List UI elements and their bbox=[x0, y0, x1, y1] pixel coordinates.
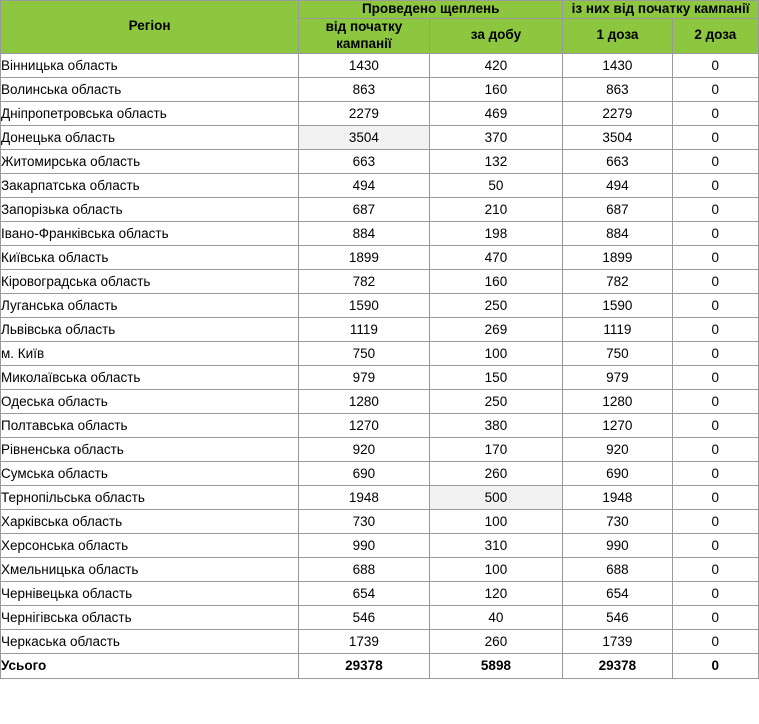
cell-from-start: 1899 bbox=[299, 245, 430, 269]
cell-region: Івано-Франківська область bbox=[1, 221, 299, 245]
table-total-row bbox=[1, 653, 759, 678]
cell-per-day: 100 bbox=[429, 557, 563, 581]
cell-dose1: 494 bbox=[563, 173, 672, 197]
cell-dose2: 0 bbox=[672, 437, 758, 461]
cell-dose1: 654 bbox=[563, 581, 672, 605]
table-row bbox=[1, 149, 759, 173]
column-group-of-which: із них від початку кампанії bbox=[563, 1, 759, 19]
cell-dose1: 782 bbox=[563, 269, 672, 293]
cell-total-dose2: 0 bbox=[672, 653, 758, 678]
cell-from-start: 2279 bbox=[299, 101, 430, 125]
cell-from-start: 1119 bbox=[299, 317, 430, 341]
cell-from-start: 494 bbox=[299, 173, 430, 197]
cell-total-from-start: 29378 bbox=[299, 653, 430, 678]
table-row bbox=[1, 581, 759, 605]
cell-dose2: 0 bbox=[672, 197, 758, 221]
cell-region: Одеська область bbox=[1, 389, 299, 413]
cell-region: Дніпропетровська область bbox=[1, 101, 299, 125]
cell-per-day: 40 bbox=[429, 605, 563, 629]
cell-from-start: 663 bbox=[299, 149, 430, 173]
cell-region: Житомирська область bbox=[1, 149, 299, 173]
cell-dose2: 0 bbox=[672, 557, 758, 581]
table-row bbox=[1, 557, 759, 581]
cell-dose1: 3504 bbox=[563, 125, 672, 149]
cell-total-per-day: 5898 bbox=[429, 653, 563, 678]
cell-per-day: 500 bbox=[429, 485, 563, 509]
cell-dose2: 0 bbox=[672, 365, 758, 389]
table-row bbox=[1, 269, 759, 293]
cell-region: Полтавська область bbox=[1, 413, 299, 437]
cell-per-day: 420 bbox=[429, 53, 563, 77]
table-row bbox=[1, 509, 759, 533]
cell-dose1: 1280 bbox=[563, 389, 672, 413]
cell-from-start: 863 bbox=[299, 77, 430, 101]
column-group-vaccinated: Проведено щеплень bbox=[299, 1, 563, 19]
cell-per-day: 132 bbox=[429, 149, 563, 173]
cell-per-day: 150 bbox=[429, 365, 563, 389]
cell-region: Запорізька область bbox=[1, 197, 299, 221]
table-header bbox=[1, 1, 759, 54]
cell-per-day: 260 bbox=[429, 461, 563, 485]
cell-dose1: 730 bbox=[563, 509, 672, 533]
cell-region: м. Київ bbox=[1, 341, 299, 365]
cell-from-start: 690 bbox=[299, 461, 430, 485]
cell-region: Волинська область bbox=[1, 77, 299, 101]
cell-region: Харківська область bbox=[1, 509, 299, 533]
cell-dose2: 0 bbox=[672, 293, 758, 317]
cell-dose2: 0 bbox=[672, 149, 758, 173]
cell-dose1: 884 bbox=[563, 221, 672, 245]
cell-dose1: 1948 bbox=[563, 485, 672, 509]
cell-per-day: 250 bbox=[429, 389, 563, 413]
cell-from-start: 979 bbox=[299, 365, 430, 389]
cell-from-start: 1280 bbox=[299, 389, 430, 413]
cell-per-day: 470 bbox=[429, 245, 563, 269]
cell-dose1: 1590 bbox=[563, 293, 672, 317]
cell-dose2: 0 bbox=[672, 317, 758, 341]
cell-total-dose1: 29378 bbox=[563, 653, 672, 678]
cell-dose2: 0 bbox=[672, 533, 758, 557]
cell-region: Кіровоградська область bbox=[1, 269, 299, 293]
column-header-from-start: від початку кампанії bbox=[299, 18, 430, 53]
cell-region: Тернопільська область bbox=[1, 485, 299, 509]
cell-dose1: 990 bbox=[563, 533, 672, 557]
cell-region: Сумська область bbox=[1, 461, 299, 485]
cell-from-start: 884 bbox=[299, 221, 430, 245]
cell-per-day: 210 bbox=[429, 197, 563, 221]
cell-dose2: 0 bbox=[672, 125, 758, 149]
cell-dose2: 0 bbox=[672, 341, 758, 365]
cell-dose1: 1119 bbox=[563, 317, 672, 341]
cell-per-day: 120 bbox=[429, 581, 563, 605]
cell-dose1: 979 bbox=[563, 365, 672, 389]
cell-from-start: 1430 bbox=[299, 53, 430, 77]
table-row bbox=[1, 485, 759, 509]
cell-per-day: 380 bbox=[429, 413, 563, 437]
table-row bbox=[1, 173, 759, 197]
cell-per-day: 160 bbox=[429, 269, 563, 293]
table-row bbox=[1, 389, 759, 413]
cell-dose2: 0 bbox=[672, 245, 758, 269]
cell-from-start: 750 bbox=[299, 341, 430, 365]
table-row bbox=[1, 77, 759, 101]
cell-dose2: 0 bbox=[672, 509, 758, 533]
cell-from-start: 546 bbox=[299, 605, 430, 629]
cell-per-day: 50 bbox=[429, 173, 563, 197]
cell-from-start: 688 bbox=[299, 557, 430, 581]
cell-region: Хмельницька область bbox=[1, 557, 299, 581]
cell-region: Львівська область bbox=[1, 317, 299, 341]
cell-dose1: 663 bbox=[563, 149, 672, 173]
table-row bbox=[1, 533, 759, 557]
cell-per-day: 469 bbox=[429, 101, 563, 125]
cell-region: Чернігівська область bbox=[1, 605, 299, 629]
cell-from-start: 1948 bbox=[299, 485, 430, 509]
cell-per-day: 269 bbox=[429, 317, 563, 341]
cell-dose1: 1430 bbox=[563, 53, 672, 77]
table-row bbox=[1, 293, 759, 317]
cell-per-day: 160 bbox=[429, 77, 563, 101]
table-row bbox=[1, 605, 759, 629]
cell-from-start: 654 bbox=[299, 581, 430, 605]
cell-dose2: 0 bbox=[672, 581, 758, 605]
cell-region: Закарпатська область bbox=[1, 173, 299, 197]
cell-dose2: 0 bbox=[672, 101, 758, 125]
cell-region: Черкаська область bbox=[1, 629, 299, 653]
cell-region: Рівненська область bbox=[1, 437, 299, 461]
cell-dose1: 687 bbox=[563, 197, 672, 221]
cell-per-day: 198 bbox=[429, 221, 563, 245]
cell-from-start: 920 bbox=[299, 437, 430, 461]
cell-from-start: 782 bbox=[299, 269, 430, 293]
cell-region: Чернівецька область bbox=[1, 581, 299, 605]
cell-from-start: 687 bbox=[299, 197, 430, 221]
table-row bbox=[1, 629, 759, 653]
cell-dose2: 0 bbox=[672, 461, 758, 485]
cell-dose2: 0 bbox=[672, 629, 758, 653]
cell-from-start: 990 bbox=[299, 533, 430, 557]
table-row bbox=[1, 53, 759, 77]
cell-per-day: 310 bbox=[429, 533, 563, 557]
cell-region: Київська область bbox=[1, 245, 299, 269]
cell-per-day: 170 bbox=[429, 437, 563, 461]
table-row bbox=[1, 197, 759, 221]
cell-dose2: 0 bbox=[672, 485, 758, 509]
cell-dose1: 546 bbox=[563, 605, 672, 629]
cell-total-label: Усього bbox=[1, 653, 299, 678]
cell-per-day: 100 bbox=[429, 509, 563, 533]
table-row bbox=[1, 341, 759, 365]
cell-region: Донецька область bbox=[1, 125, 299, 149]
cell-dose2: 0 bbox=[672, 413, 758, 437]
cell-from-start: 3504 bbox=[299, 125, 430, 149]
column-header-dose2: 2 доза bbox=[672, 18, 758, 53]
column-header-dose1: 1 доза bbox=[563, 18, 672, 53]
cell-region: Вінницька область bbox=[1, 53, 299, 77]
cell-dose1: 863 bbox=[563, 77, 672, 101]
cell-dose2: 0 bbox=[672, 389, 758, 413]
cell-per-day: 100 bbox=[429, 341, 563, 365]
cell-from-start: 1270 bbox=[299, 413, 430, 437]
table-row bbox=[1, 437, 759, 461]
table-row bbox=[1, 101, 759, 125]
column-header-per-day: за добу bbox=[429, 18, 563, 53]
table-row bbox=[1, 413, 759, 437]
cell-dose1: 1899 bbox=[563, 245, 672, 269]
cell-dose1: 1270 bbox=[563, 413, 672, 437]
table-row bbox=[1, 461, 759, 485]
column-header-region: Регіон bbox=[1, 1, 299, 54]
table-body bbox=[1, 53, 759, 678]
table-row bbox=[1, 365, 759, 389]
table-row bbox=[1, 245, 759, 269]
cell-dose2: 0 bbox=[672, 53, 758, 77]
cell-from-start: 1590 bbox=[299, 293, 430, 317]
table-header-row-groups bbox=[1, 1, 759, 19]
cell-from-start: 1739 bbox=[299, 629, 430, 653]
cell-region: Луганська область bbox=[1, 293, 299, 317]
cell-dose2: 0 bbox=[672, 605, 758, 629]
cell-dose1: 688 bbox=[563, 557, 672, 581]
cell-dose1: 1739 bbox=[563, 629, 672, 653]
cell-dose1: 690 bbox=[563, 461, 672, 485]
cell-per-day: 260 bbox=[429, 629, 563, 653]
table-row bbox=[1, 221, 759, 245]
table-row bbox=[1, 317, 759, 341]
cell-from-start: 730 bbox=[299, 509, 430, 533]
cell-per-day: 250 bbox=[429, 293, 563, 317]
cell-region: Херсонська область bbox=[1, 533, 299, 557]
cell-dose1: 750 bbox=[563, 341, 672, 365]
table-row bbox=[1, 125, 759, 149]
cell-per-day: 370 bbox=[429, 125, 563, 149]
cell-dose2: 0 bbox=[672, 221, 758, 245]
cell-dose2: 0 bbox=[672, 77, 758, 101]
cell-dose2: 0 bbox=[672, 173, 758, 197]
cell-region: Миколаївська область bbox=[1, 365, 299, 389]
cell-dose2: 0 bbox=[672, 269, 758, 293]
cell-dose1: 2279 bbox=[563, 101, 672, 125]
cell-dose1: 920 bbox=[563, 437, 672, 461]
